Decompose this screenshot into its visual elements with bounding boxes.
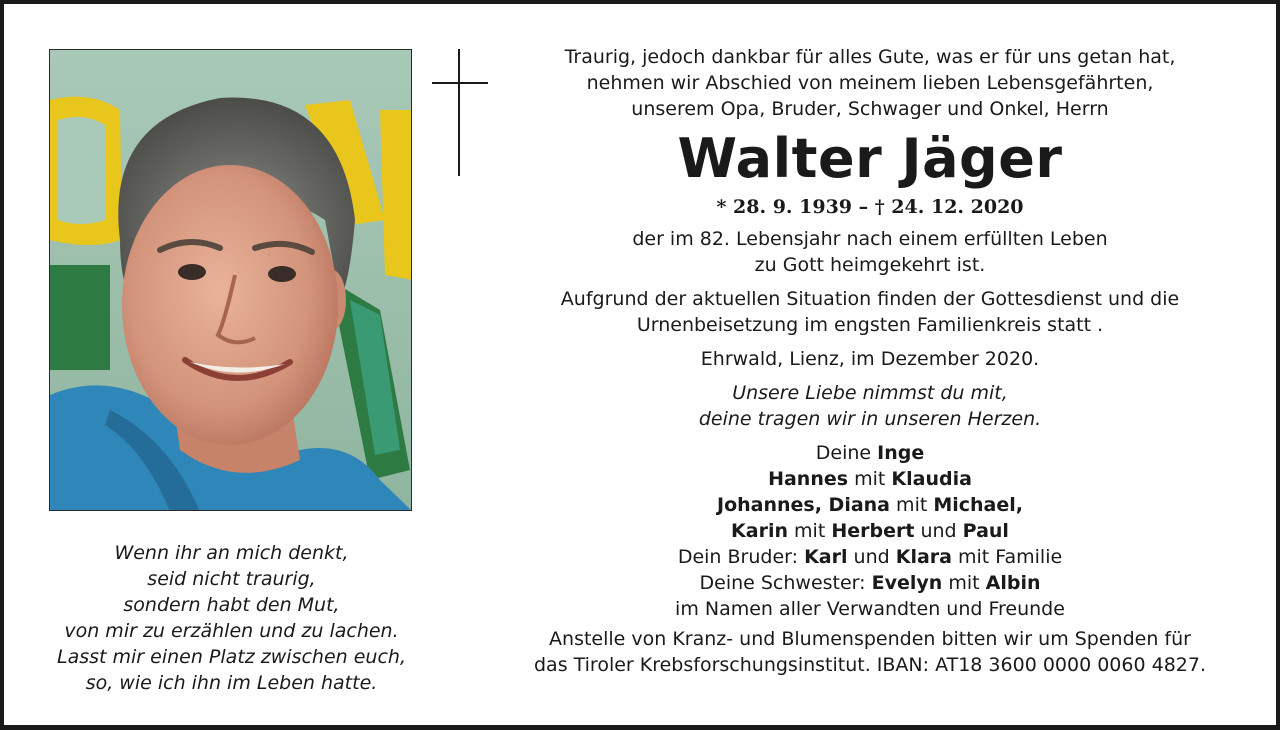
age-line: der im 82. Lebensjahr nach einem erfüllten Leben <box>632 228 1108 250</box>
obituary-text <box>474 44 1266 678</box>
age-line: zu Gott heimgekehrt ist. <box>754 254 986 276</box>
place-date: Ehrwald, Lienz, im Dezember 2020. <box>700 348 1040 370</box>
family-line: Johannes, Diana mit Michael, <box>717 494 1023 516</box>
poem-line: Lasst mir einen Platz zwischen euch, <box>57 646 406 668</box>
poem-line: von mir zu erzählen und zu lachen. <box>64 620 399 642</box>
quote-line: deine tragen wir in unseren Herzen. <box>698 408 1042 430</box>
poem-line: sondern habt den Mut, <box>123 594 340 616</box>
donation-line: das Tiroler Krebsforschungsinstitut. IBAN: AT18 3600 0000 0060 4827. <box>533 654 1206 676</box>
memorial-poem <box>34 540 429 696</box>
life-dates: * 28. 9. 1939 – † 24. 12. 2020 <box>716 196 1024 218</box>
intro-line: unserem Opa, Bruder, Schwager und Onkel, Herrn <box>631 98 1109 120</box>
portrait-photo <box>49 49 412 511</box>
donation-line: Anstelle von Kranz- und Blumenspenden bitten wir um Spenden für <box>549 628 1191 650</box>
poem-line: seid nicht traurig, <box>147 568 316 590</box>
family-line: Deine Inge <box>815 442 925 464</box>
family-line: Hannes mit Klaudia <box>768 468 972 490</box>
service-line: Urnenbeisetzung im engsten Familienkreis statt . <box>636 314 1104 336</box>
family-line: Dein Bruder: Karl und Klara mit Familie <box>677 546 1063 568</box>
family-line: Karin mit Herbert und Paul <box>731 520 1009 542</box>
intro-line: nehmen wir Abschied von meinem lieben Lebensgefährten, <box>586 72 1154 94</box>
deceased-name: Walter Jäger <box>677 127 1063 190</box>
service-line: Aufgrund der aktuellen Situation finden der Gottesdienst und die <box>560 288 1180 310</box>
family-line: Deine Schwester: Evelyn mit Albin <box>699 572 1041 594</box>
family-line: im Namen aller Verwandten und Freunde <box>675 598 1065 620</box>
poem-line: so, wie ich ihn im Leben hatte. <box>85 672 378 694</box>
quote-line: Unsere Liebe nimmst du mit, <box>732 382 1008 404</box>
poem-line: Wenn ihr an mich denkt, <box>114 542 349 564</box>
intro-line: Traurig, jedoch dankbar für alles Gute, was er für uns getan hat, <box>564 46 1176 68</box>
